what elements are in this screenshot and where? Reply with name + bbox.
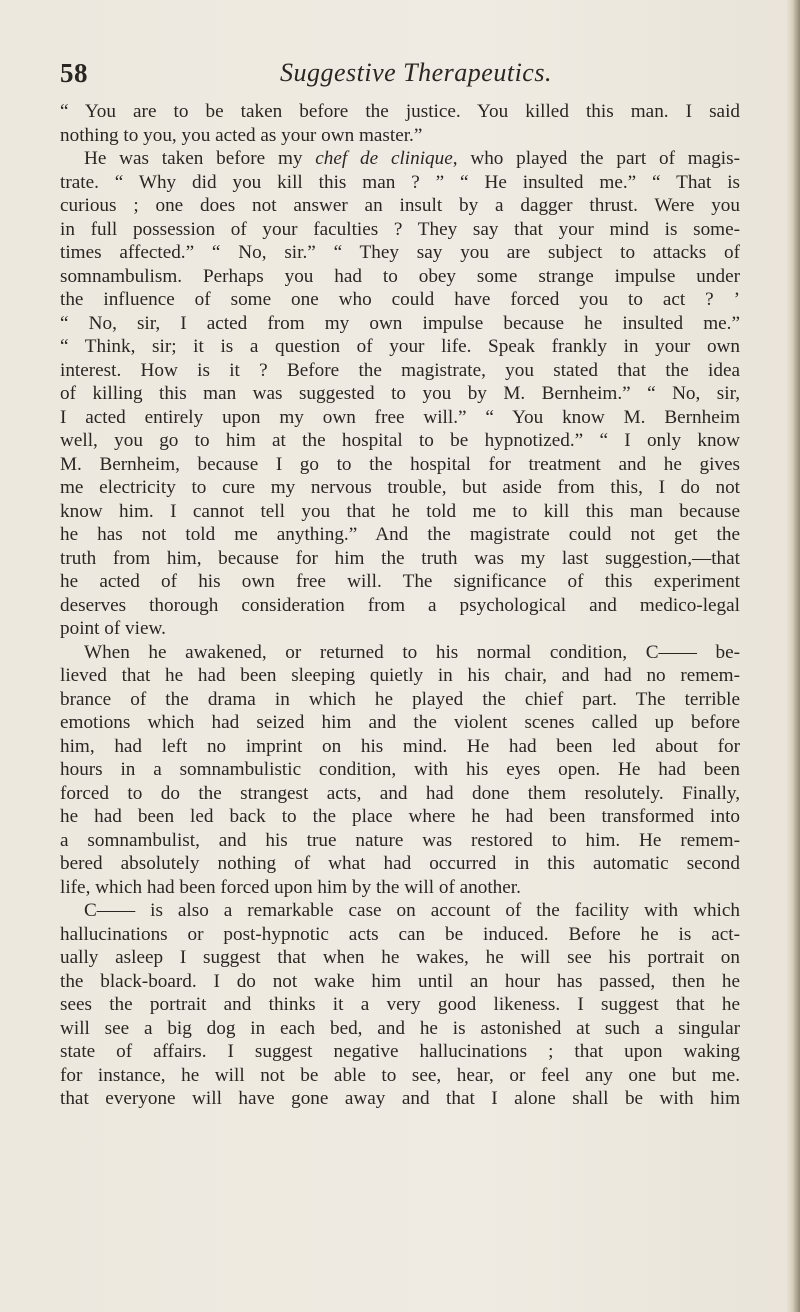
text-line: somnambulism. Perhaps you had to obey some strange impulse under <box>60 265 740 287</box>
italic-phrase: chef de clinique <box>315 148 453 169</box>
text-line: that everyone will have gone away and that I alone shall be with him <box>60 1088 740 1109</box>
text-line: for instance, he will not be able to see, hear, or feel any one but me. <box>60 1064 740 1086</box>
text-line: sees the portrait and thinks it a very good likeness. I suggest that he <box>60 994 740 1015</box>
text-line: brance of the drama in which he played the chief part. The terrible <box>60 688 740 710</box>
text-line: the influence of some one who could have forced you to act ? ’ <box>60 289 740 310</box>
running-title: Suggestive Therapeutics. <box>280 58 552 87</box>
text-line: emotions which had seized him and the violent scenes called up before <box>60 712 740 733</box>
text-line: he had been led back to the place where he had been transformed into <box>60 806 740 827</box>
text-line: hours in a somnambulistic condition, with his eyes open. He had been <box>60 759 740 780</box>
text-line: a somnambulist, and his true nature was restored to him. He remem- <box>60 829 740 851</box>
page-number: 58 <box>60 58 88 88</box>
body-text <box>60 100 740 1111</box>
text-line: When he awakened, or returned to his normal condition, C—— be- <box>84 641 740 663</box>
text-line: ually asleep I suggest that when he wakes, he will see his portrait on <box>60 947 740 968</box>
text-line: truth from him, because for him the truth was my last suggestion,—that <box>60 547 740 569</box>
text-line: “ No, sir, I acted from my own impulse because he insulted me.” <box>60 312 740 334</box>
text-line: “ You are to be taken before the justice. You killed this man. I said <box>60 101 740 122</box>
text-line: “ Think, sir; it is a question of your life. Speak frankly in your own <box>60 336 740 357</box>
text-line: times affected.” “ No, sir.” “ They say you are subject to attacks of <box>60 242 740 263</box>
text-line: lieved that he had been sleeping quietly in his chair, and had no remem- <box>60 665 740 686</box>
text-line: bered absolutely nothing of what had occurred in this automatic second <box>60 853 740 874</box>
text-line: he has not told me anything.” And the magistrate could not get the <box>60 524 740 545</box>
text-line: He was taken before my chef de clinique, who played the part of magis- <box>84 148 740 169</box>
text-line: the black-board. I do not wake him until an hour has passed, then he <box>60 970 740 992</box>
text-line: state of affairs. I suggest negative hallucinations ; that upon waking <box>60 1041 740 1062</box>
text-line: him, had left no imprint on his mind. He had been led about for <box>60 735 740 757</box>
text-line: deserves thorough consideration from a psychological and medico-legal <box>60 594 740 616</box>
text-line: me electricity to cure my nervous trouble, but aside from this, I do not <box>60 477 740 498</box>
text-line: curious ; one does not answer an insult by a dagger thrust. Were you <box>60 195 740 216</box>
text-line: life, which had been forced upon him by the will of another. <box>60 876 521 898</box>
text-line: interest. How is it ? Before the magistrate, you stated that the idea <box>60 359 740 381</box>
text-line: know him. I cannot tell you that he told me to kill this man because <box>60 500 740 522</box>
page-edge-shadow <box>786 0 800 1312</box>
text-line: M. Bernheim, because I go to the hospital for treatment and he gives <box>60 453 740 475</box>
text-line: trate. “ Why did you kill this man ? ” “ He insulted me.” “ That is <box>60 171 740 193</box>
text-line: will see a big dog in each bed, and he is astonished at such a singular <box>60 1017 740 1039</box>
text-line: C—— is also a remarkable case on account of the facility with which <box>84 900 740 921</box>
text-line: I acted entirely upon my own free will.” “ You know M. Bernheim <box>60 406 740 428</box>
text-line: hallucinations or post-hypnotic acts can be induced. Before he is act- <box>60 923 740 945</box>
text-line: well, you go to him at the hospital to be hypnotized.” “ I only know <box>60 430 740 451</box>
text-line: forced to do the strangest acts, and had done them resolutely. Finally, <box>60 782 740 804</box>
text-line: of killing this man was suggested to you by M. Bernheim.” “ No, sir, <box>60 383 740 404</box>
text-line: in full possession of your faculties ? They say that your mind is some- <box>60 218 740 240</box>
running-head <box>60 58 740 98</box>
text-line: nothing to you, you acted as your own master.” <box>60 124 423 146</box>
text-line: he acted of his own free will. The significance of this experiment <box>60 571 740 592</box>
text-line: point of view. <box>60 618 166 639</box>
